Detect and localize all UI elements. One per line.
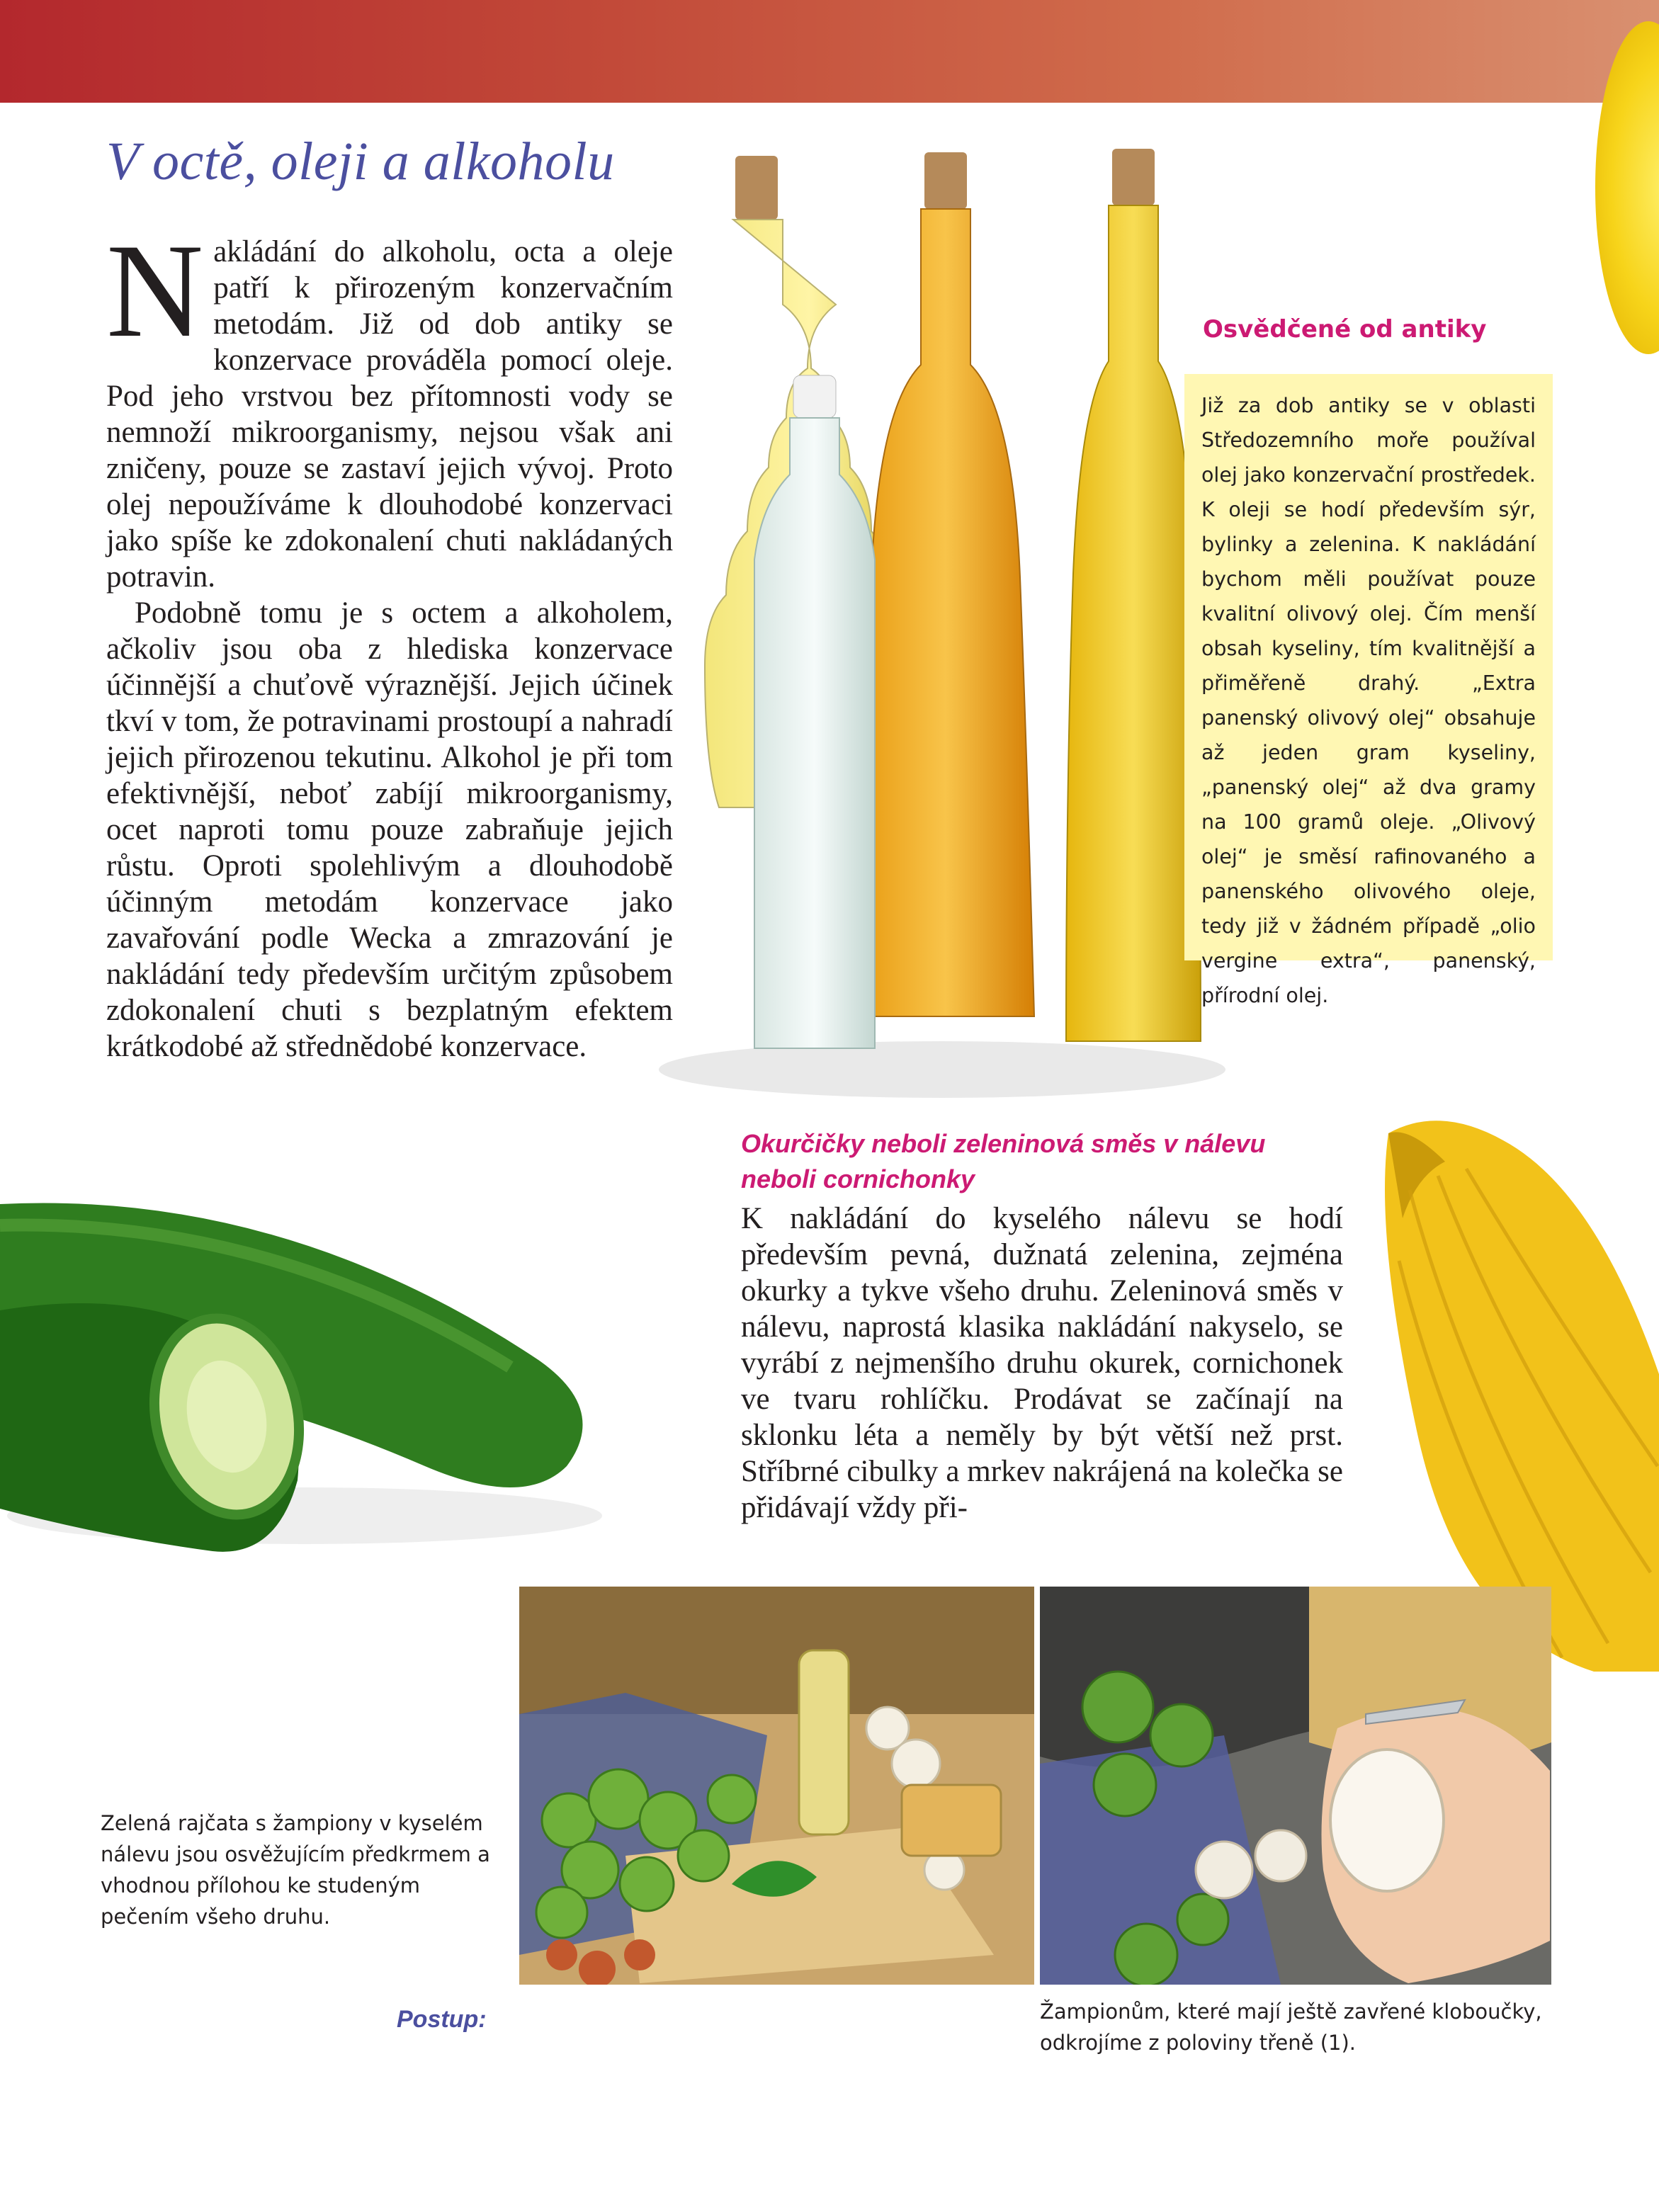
cucumbers-image [0,1162,623,1558]
intro-paragraph-2: Podobně tomu je s octem a alkoholem, ačkoliv jsou oba z hlediska konzervace účinnější a chuťově výraznější. Jejich účinek tkví v tom, že potravinami prostoupí a nahradí jejich přirozenou tekutinu. Alkohol je při tom efektivnější, neboť zabíjí mikroorganismy, ocet naproti tomu pouze zabraňuje jejich růstu. Oproti spolehlivým a dlouhodobě účinným metodám konzervace jako zavařování podle Wecka a zmrazování je nakládání tedy především určitým způsobem zdokonalení chuti s bezplatným efektem krátkodobé až střednědobé konzervace. [106,596,673,1063]
caption-left: Zelená rajčata s žampiony v kyselém nálevu jsou osvěžujícím předkrmem a vhodnou přílohou ke studeným pečením všeho druhu. [101,1811,490,1929]
tomatoes-mushrooms-photo [519,1587,1034,1985]
main-article-text [106,217,673,1065]
oil-bottles-image [645,142,1247,1105]
sidebar-text: Již za dob antiky se v oblasti Středozemního moře používal olej jako konzervační prostředek. K oleji se hodí především sýr, bylinky a zelenina. K nakládání bychom měli používat pouze kvalitní olivový olej. Čím menší obsah kyseliny, tím kvalitnější a přiměřeně drahý. „Extra panenský olivový olej“ obsahuje až jeden gram kyseliny, „panenský olej“ až dva gramy na 100 gramů oleje. „Olivový olej“ je směsí rafinovaného a panenského olivového oleje, tedy již v žádném případě „olio vergine extra“, panenský, přírodní olej. [1201,394,1536,1007]
section-heading: Okurčičky neboli zeleninová směs v nálevu neboli cornichonky [741,1129,1266,1193]
drop-cap: N [106,217,204,365]
postup-heading: Postup: [397,2006,487,2033]
intro-paragraph-1: Nakládání do alkoholu, octa a oleje patří k přirozeným konzervačním metodám. Již od dob antiky se konzervace prováděla pomocí oleje. Pod jeho vrstvou bez přítomnosti vody se nemnoží mikroorganismy, nejsou však ani zničeny, pouze se zastaví jejich vývoj. Proto olej nepoužíváme k dlouhodobé konzervaci jako spíše ke zdokonalení chuti nakládaných potravin. [106,217,673,594]
top-color-band [0,0,1659,103]
cutting-mushroom-photo [1040,1587,1551,1985]
page-title: V octě, oleji a alkoholu [106,132,615,191]
sidebar-heading: Osvědčené od antiky [1203,315,1487,344]
section-text: K nakládání do kyselého nálevu se hodí především pevná, dužnatá zelenina, zejména okurky a tykve všeho druhu. Zeleninová směs v nálevu, naprostá klasika nakládání nakyselo, se vyrábí z nejmenšího druhu okurek, cornichonek ve tvaru rohlíčku. Prodávat se začínají na sklonku léta a neměly by být větší než prst. Stříbrné cibulky a mrkev nakrájená na kolečka se přidávají vždy při- [741,1202,1343,1524]
sidebar-box [1184,374,1553,1007]
caption-right: Žampionům, které mají ještě zavřené kloboučky, odkrojíme z poloviny třeně (1). [1040,2000,1542,2055]
